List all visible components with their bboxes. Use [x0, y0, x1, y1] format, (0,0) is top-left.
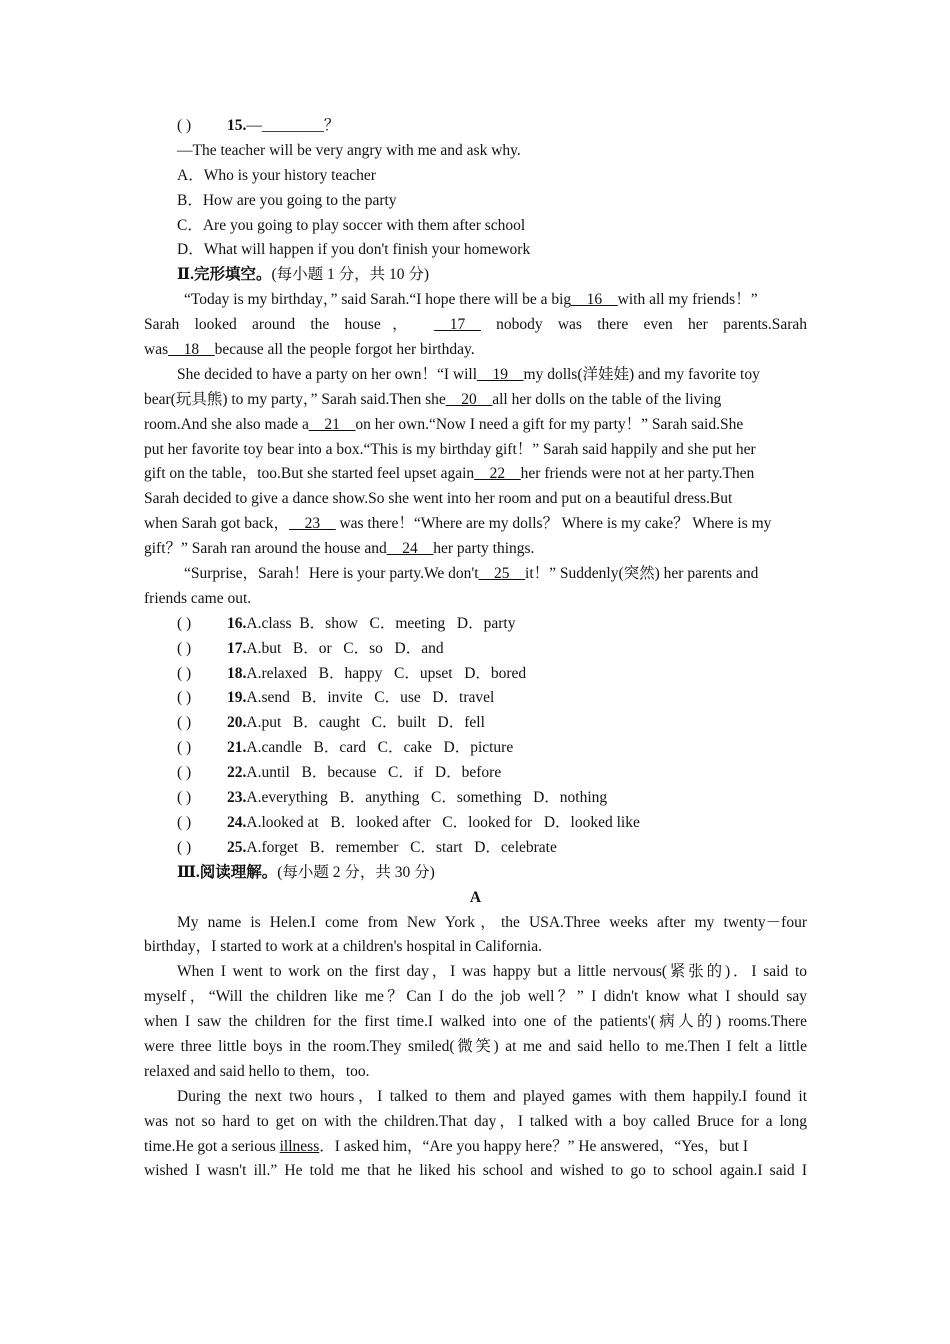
option-a: A．Who is your history teacher	[177, 166, 376, 184]
answer-paren[interactable]: ( )	[177, 614, 192, 632]
reading-line: was not so hard to get on with the children.That day，I talked with a boy called Bruce for a long	[144, 1112, 807, 1130]
reading-line: time.He got a serious illness．I asked him，“Are you happy here？” He answered，“Yes，but I	[144, 1137, 749, 1155]
answer-paren[interactable]: ( )	[177, 639, 192, 657]
blank-19: __19__	[477, 365, 524, 383]
answer-paren[interactable]: ( )	[177, 689, 192, 707]
reading-line: were three little boys in the room.They smiled(微笑) at me and said hello to me.Then I felt a little	[144, 1037, 807, 1055]
cloze-item-25: ( ) 25.A.forget B．remember C．start D．celebrate	[144, 836, 807, 861]
passage-line: bear(玩具熊) to my party，” Sarah said.Then she__20__all her dolls on the table of the living	[144, 390, 722, 408]
blank-25: __25__	[478, 565, 526, 583]
cloze-item-17: ( ) 17.A.but B．or C．so D．and	[144, 637, 807, 662]
option-b: B．How are you going to the party	[177, 191, 397, 209]
reading-line: My name is Helen.I come from New York，the USA.Three weeks after my twenty－four	[177, 913, 807, 931]
section-note: (每小题 1 分，共 10 分)	[271, 266, 430, 284]
blank-23: __23__	[289, 515, 336, 533]
passage-line: She decided to have a party on her own！“I will__19__my dolls(洋娃娃) and my favorite toy	[177, 365, 760, 383]
passage-line: when Sarah got back，__23__ was there！“Where are my dolls？ Where is my cake？ Where is my	[144, 515, 772, 533]
cloze-item-22: ( ) 22.A.until B．because C．if D．before	[144, 761, 807, 786]
option-c: C．Are you going to play soccer with them after school	[177, 216, 526, 234]
blank-16: __16__	[571, 291, 618, 309]
passage-line: gift？” Sarah ran around the house and__24__her party things.	[144, 540, 535, 558]
underlined-word: illness	[279, 1137, 320, 1155]
answer-paren[interactable]: ( )	[177, 789, 192, 807]
passage-line: Sarah decided to give a dance show.So she went into her room and put on a beautiful dress.But	[144, 490, 733, 508]
passage-line: “Today is my birthday，” said Sarah.“I hope there will be a big__16__with all my friends！”	[184, 291, 758, 309]
blank-24: __24__	[386, 540, 434, 558]
blank-22: __22__	[474, 465, 521, 483]
passage-line: “Surprise，Sarah！Here is your party.We don't__25__it！” Suddenly(突然) her parents and	[184, 565, 759, 583]
question-stem: —________？	[246, 117, 340, 134]
reading-line: During the next two hours，I talked to them and played games with them happily.I found it	[177, 1087, 807, 1105]
blank-18: __18__	[168, 341, 215, 359]
blank-21: __21__	[308, 415, 356, 433]
reading-line: wished I wasn't ill.” He told me that he liked his school and wished to go to school again.I said I	[144, 1162, 807, 1180]
section-3-heading	[144, 861, 807, 886]
passage-line: friends came out.	[144, 589, 252, 607]
reading-line: relaxed and said hello to them，too.	[144, 1062, 370, 1080]
passage-line: Sarah looked around the house， __17__ nobody was there even her parents.Sarah	[144, 316, 808, 334]
section-note: (每小题 2 分，共 30 分)	[277, 863, 435, 881]
answer-paren[interactable]: ( )	[177, 664, 192, 682]
question-15	[144, 114, 807, 139]
blank-17: __17__	[434, 316, 481, 334]
reading-line: when I saw the children for the first time.I walked into one of the patients'(病人的) rooms.There	[144, 1013, 807, 1031]
answer-paren[interactable]: ( )	[177, 813, 192, 831]
answer-paren[interactable]: ( )	[177, 764, 192, 782]
section-2-heading	[144, 263, 807, 288]
cloze-item-19: ( ) 19.A.send B．invite C．use D．travel	[144, 686, 807, 711]
answer-paren[interactable]: ( )	[177, 739, 192, 757]
section-title: Ⅲ.阅读理解。	[177, 863, 278, 881]
section-title: Ⅱ.完形填空。	[177, 266, 272, 284]
cloze-item-24: ( ) 24.A.looked at B．looked after C．looked for D．looked like	[144, 811, 807, 836]
reading-line: myself，“Will the children like me？Can I do the job well？” I didn't know what I should say	[144, 988, 807, 1006]
cloze-item-21: ( ) 21.A.candle B．card C．cake D．picture	[144, 736, 807, 761]
reading-line: When I went to work on the first day，I was happy but a little nervous(紧张的)．I said to	[177, 963, 807, 981]
worksheet-page	[144, 114, 807, 1184]
passage-line: put her favorite toy bear into a box.“This is my birthday gift！” Sarah said happily and she put her	[144, 440, 756, 458]
passage-line: room.And she also made a__21__on her own.“Now I need a gift for my party！” Sarah said.She	[144, 415, 744, 433]
blank-20: __20__	[445, 390, 493, 408]
cloze-item-16: ( ) 16.A.class B．show C．meeting D．party	[144, 612, 807, 637]
cloze-item-23: ( ) 23.A.everything B．anything C．something D．nothing	[144, 786, 807, 811]
answer-paren[interactable]: ( )	[177, 838, 192, 856]
cloze-item-20: ( ) 20.A.put B．caught C．built D．fell	[144, 711, 807, 736]
question-number: 15.	[227, 117, 247, 134]
reading-part-label: A	[469, 888, 482, 906]
passage-line: was__18__because all the people forgot her birthday.	[144, 341, 475, 359]
option-d: D．What will happen if you don't finish your homework	[177, 241, 531, 259]
cloze-item-18: ( ) 18.A.relaxed B．happy C．upset D．bored	[144, 662, 807, 687]
reading-line: birthday，I started to work at a children's hospital in California.	[144, 938, 542, 956]
answer-paren[interactable]: ( )	[177, 117, 192, 134]
passage-line: gift on the table，too.But she started feel upset again__22__her friends were not at her party.Then	[144, 465, 755, 483]
dialogue-reply: —The teacher will be very angry with me and ask why.	[177, 141, 521, 159]
answer-paren[interactable]: ( )	[177, 714, 192, 732]
